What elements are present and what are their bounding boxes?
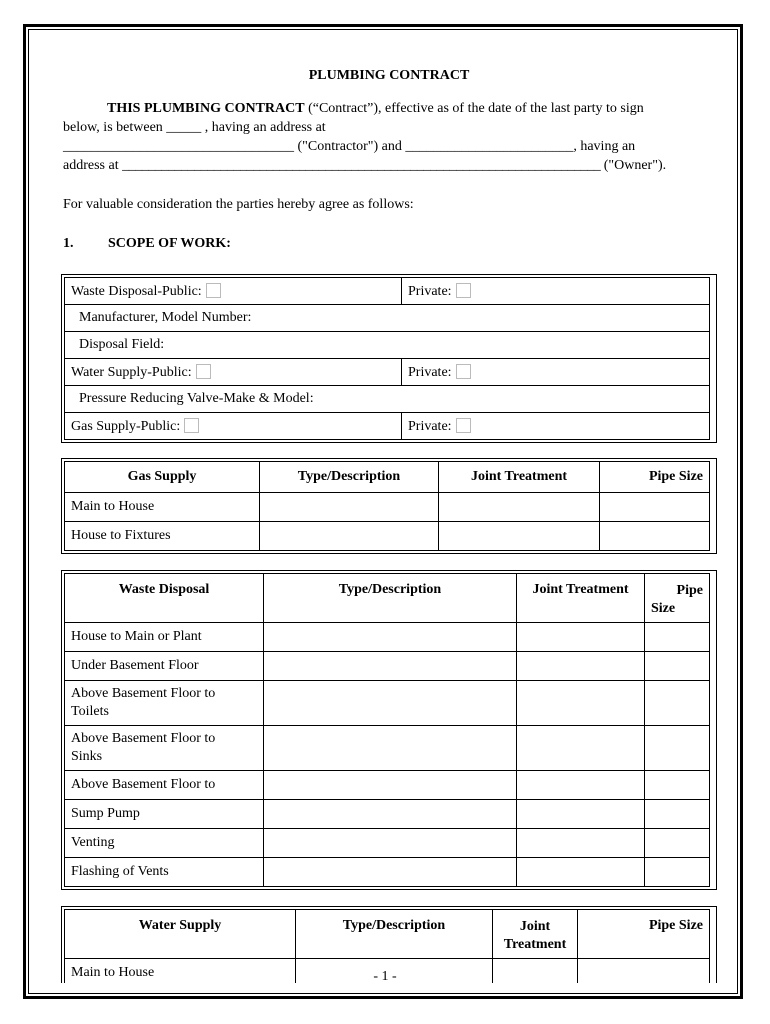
intro-line4-left: address at [63,158,119,173]
table-cell[interactable] [260,522,439,551]
table-header-row [65,574,710,623]
table-cell[interactable] [645,726,710,771]
table-cell[interactable] [439,493,600,522]
row-label: Under Basement Floor [65,652,264,681]
table-row [65,726,710,771]
table-row [65,332,710,359]
table-cell [402,359,710,386]
table-cell[interactable] [517,829,645,858]
manufacturer-field[interactable]: Manufacturer, Model Number: [65,305,710,332]
section-title: SCOPE OF WORK: [108,236,231,251]
page-number: - 1 - [373,969,397,984]
table-cell[interactable] [645,623,710,652]
table-cell [402,413,710,440]
gas-private-checkbox[interactable] [456,418,471,433]
table-cell[interactable] [517,726,645,771]
disposal-field[interactable]: Disposal Field: [65,332,710,359]
col-header: Pipe Size [578,910,710,959]
row-label-line2: Sinks [71,749,103,764]
table-row [65,493,710,522]
intro-line2: below, is between _____ , having an address at [63,120,326,135]
col-header-pipe-size [645,574,710,623]
header-pipe: Pipe [676,583,703,598]
table-cell[interactable] [264,858,517,887]
table-row [65,652,710,681]
table-cell[interactable] [264,829,517,858]
gas-private-label: Private: [408,418,452,434]
table-row [65,623,710,652]
document-title: PLUMBING CONTRACT [308,68,470,83]
water-public-label: Water Supply-Public: [71,364,192,380]
document-body [63,58,715,983]
water-private-label: Private: [408,364,452,380]
table-cell[interactable] [517,652,645,681]
table-cell[interactable] [645,800,710,829]
table-row [65,305,710,332]
col-header: Gas Supply [65,462,260,493]
row-label: Main to House [65,493,260,522]
table-cell[interactable] [517,681,645,726]
table-cell [65,359,402,386]
table-cell[interactable] [264,681,517,726]
table-cell[interactable] [645,858,710,887]
table-row [65,771,710,800]
table-cell [402,278,710,305]
col-header: Pipe Size [600,462,710,493]
gas-supply-table [64,461,710,551]
col-header-joint-treatment [493,910,578,959]
water-private-checkbox[interactable] [456,364,471,379]
table-cell[interactable] [264,771,517,800]
water-public-checkbox[interactable] [196,364,211,379]
table-cell[interactable] [264,623,517,652]
table-row [65,413,710,440]
waste-private-label: Private: [408,283,452,299]
header-joint: Joint [519,919,551,934]
scope-table [64,277,710,440]
waste-private-checkbox[interactable] [456,283,471,298]
table-cell[interactable] [645,652,710,681]
col-header: Type/Description [296,910,493,959]
row-label-line1: Above Basement Floor to [71,686,216,701]
intro-line1: (“Contract”), effective as of the date of the last party to sign [304,101,644,116]
col-header: Waste Disposal [65,574,264,623]
row-label [65,726,264,771]
col-header: Water Supply [65,910,296,959]
waste-disposal-table [64,573,710,887]
table-cell[interactable] [264,726,517,771]
table-cell[interactable] [264,652,517,681]
consideration-text: For valuable consideration the parties hereby agree as follows: [63,197,414,212]
row-label: Venting [65,829,264,858]
pressure-valve-field[interactable]: Pressure Reducing Valve-Make & Model: [65,386,710,413]
table-cell[interactable] [260,493,439,522]
table-header-row [65,462,710,493]
table-cell[interactable] [645,771,710,800]
header-treatment: Treatment [503,937,567,952]
col-header: Type/Description [260,462,439,493]
gas-public-checkbox[interactable] [184,418,199,433]
row-label [65,681,264,726]
table-cell[interactable] [517,623,645,652]
table-row [65,800,710,829]
row-label: Sump Pump [65,800,264,829]
row-label: Flashing of Vents [65,858,264,887]
table-row [65,681,710,726]
intro-line4-right: ("Owner"). [603,158,667,173]
section-number: 1. [63,236,74,251]
table-cell[interactable] [264,800,517,829]
table-cell[interactable] [600,493,710,522]
gas-table-wrap [61,458,717,554]
intro-line3: _________________________________ ("Contractor") and ________________________, having an [63,139,636,154]
table-cell [65,413,402,440]
gas-public-label: Gas Supply-Public: [71,418,181,434]
scope-table-wrap [61,274,717,443]
table-cell[interactable] [517,771,645,800]
waste-table-wrap [61,570,717,890]
table-cell[interactable] [645,681,710,726]
table-row [65,386,710,413]
table-row [65,858,710,887]
table-cell[interactable] [645,829,710,858]
header-size: Size [651,601,676,616]
table-cell[interactable] [517,800,645,829]
table-cell[interactable] [439,522,600,551]
row-label: House to Fixtures [65,522,260,551]
col-header: Joint Treatment [517,574,645,623]
row-label: House to Main or Plant [65,623,264,652]
table-cell[interactable] [517,858,645,887]
row-label-line2: Toilets [71,704,109,719]
row-label: Above Basement Floor to [65,771,264,800]
section-heading [63,236,715,252]
row-label-line1: Above Basement Floor to [71,731,216,746]
table-row [65,522,710,551]
col-header: Type/Description [264,574,517,623]
table-cell[interactable] [600,522,710,551]
table-header-row [65,910,710,959]
row-label: Main to House [65,959,296,984]
table-row [65,359,710,386]
intro-bold: THIS PLUMBING CONTRACT [107,101,305,116]
intro-paragraph [63,99,715,175]
intro-line4 [63,156,715,175]
table-cell [65,278,402,305]
waste-public-checkbox[interactable] [206,283,221,298]
waste-public-label: Waste Disposal-Public: [71,283,202,299]
col-header: Joint Treatment [439,462,600,493]
table-row [65,829,710,858]
owner-address-blank: _________________________________________________________________________ [122,158,601,173]
table-row [65,278,710,305]
